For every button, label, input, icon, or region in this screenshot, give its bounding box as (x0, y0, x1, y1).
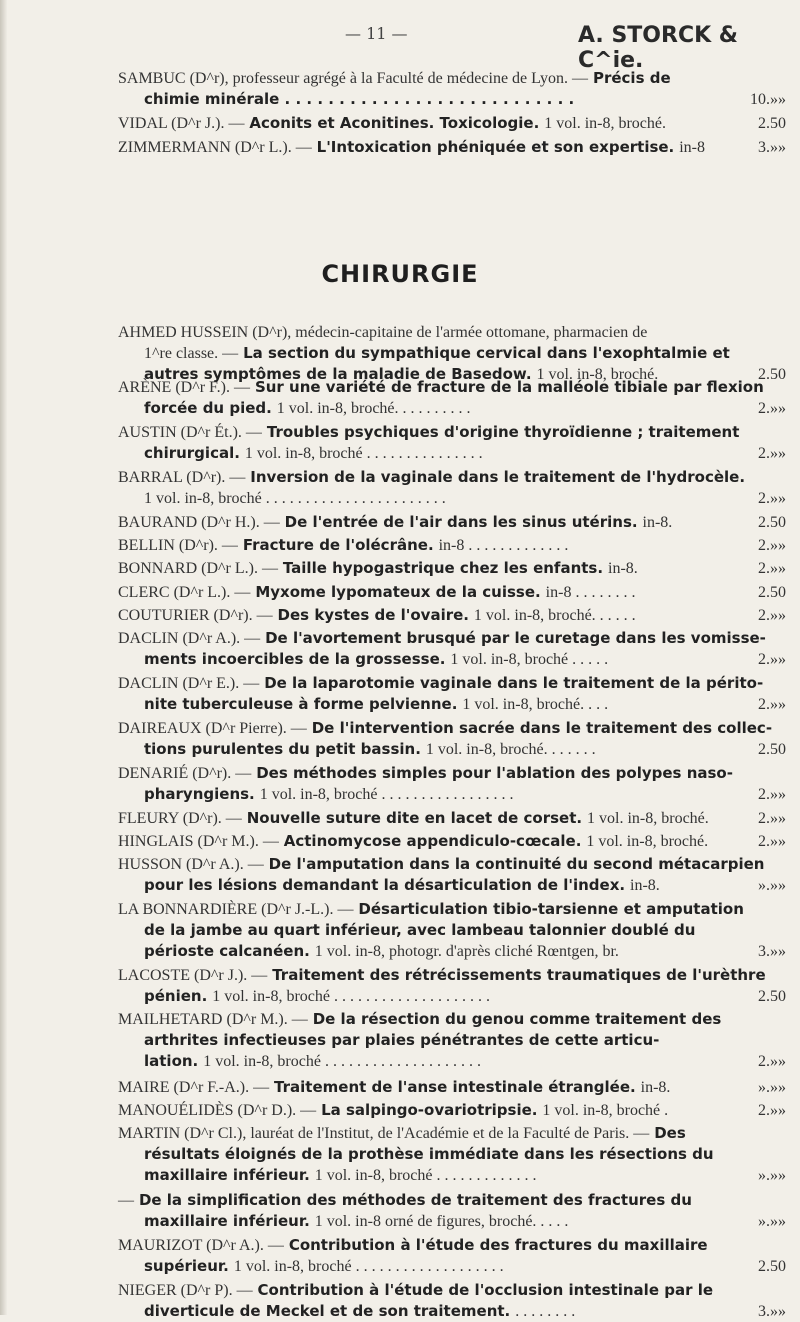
catalog-entry (118, 673, 786, 715)
entry-title: Traitement de l'anse intestinale étranglée. (274, 1078, 636, 1096)
entry-meta: 1 vol. in-8, broché . . . . . . . . . . . . . . . (244, 445, 483, 462)
entry-line (118, 808, 786, 829)
entry-line (118, 831, 786, 852)
catalog-entry (118, 137, 786, 158)
entry-title: pénien. (144, 987, 208, 1005)
entry-meta: 1 vol. in-8, broché. . . . . . . (425, 741, 596, 758)
catalog-entry (118, 854, 786, 896)
entry-author: VIDAL (D^r J.). — (118, 115, 245, 132)
entry-title: de la jambe au quart inférieur, avec lambeau talonnier doublé du (144, 921, 696, 939)
entry-line (118, 1190, 786, 1211)
catalog-entry (118, 831, 786, 852)
entry-title: chirurgical. (144, 444, 240, 462)
entry-meta: 1 vol. in-8, broché . . . . . . . . . . . . . . . . . . . . (203, 1053, 481, 1070)
entry-meta: 1 vol. in-8 orné de figures, broché. . . . . (314, 1213, 569, 1230)
entry-line (118, 763, 786, 784)
entry-meta: in-8. (630, 877, 660, 894)
entry-author: BONNARD (D^r L.). — (118, 560, 278, 577)
catalog-entry (118, 582, 786, 603)
catalog-entry (118, 1235, 786, 1277)
entry-meta: in-8 (679, 139, 705, 156)
entry-title-cont: chimie minérale . . . . . . . . . . . . . . . . . . . . . . . . . . . (144, 90, 575, 108)
entry-title: De la résection du genou comme traitement des (312, 1010, 722, 1028)
entry-title: De l'intervention sacrée dans le traitement des collec- (311, 719, 773, 737)
entry-author: ZIMMERMANN (D^r L.). — (118, 139, 312, 156)
entry-title: Actinomycose appendiculo-cœcale. (283, 832, 582, 850)
catalog-entry (118, 535, 786, 556)
entry-author: AUSTIN (D^r Ét.). — (118, 424, 262, 441)
catalog-entry (118, 512, 786, 533)
catalog-entry (118, 808, 786, 829)
entry-meta: 1 vol. in-8, photogr. d'après cliché Rœntgen, br. (314, 943, 619, 960)
entry-line (118, 718, 786, 739)
entry-title: La section du sympathique cervical dans l'exophtalmie et (243, 344, 730, 362)
entry-meta: 1 vol. in-8, broché . (542, 1102, 669, 1119)
entry-author: DAIREAUX (D^r Pierre). — (118, 720, 307, 737)
entry-meta: . . . . . . . . (515, 1303, 576, 1320)
entry-price: 2.»» (758, 651, 786, 668)
entry-meta: 1 vol. in-8, broché . . . . . (450, 651, 609, 668)
entry-line (118, 137, 786, 158)
page-number: — 11 — (345, 24, 408, 43)
entry-line (118, 965, 786, 986)
entry-price: 2.»» (758, 696, 786, 713)
entry-line (118, 322, 786, 343)
entry-line (118, 1144, 786, 1165)
entry-line (118, 649, 786, 670)
entry-author: DENARIÉ (D^r). — (118, 765, 252, 782)
entry-line (118, 673, 786, 694)
entry-line (118, 1100, 786, 1121)
entry-meta: 1 vol. in-8, broché. . . . . . . . . . (276, 400, 471, 417)
entry-meta: 1 vol. in-8, broché . . . . . . . . . . . . . (314, 1167, 537, 1184)
entry-price: 2.»» (758, 490, 786, 507)
entry-title: ments incoercibles de la grossesse. (144, 650, 446, 668)
catalog-entry (118, 558, 786, 579)
entry-line (118, 605, 786, 626)
entry-author: LA BONNARDIÈRE (D^r J.-L.). — (118, 901, 354, 918)
catalog-entry (118, 628, 786, 670)
entry-author: MANOUÉLIDÈS (D^r D.). — (118, 1102, 317, 1119)
entry-author: MAURIZOT (D^r A.). — (118, 1237, 284, 1254)
entry-meta: 1 vol. in-8, broché. (536, 366, 659, 383)
entry-title: Contribution à l'étude des fractures du maxillaire (288, 1236, 708, 1254)
entry-line (118, 694, 786, 715)
entry-price: 2.50 (758, 366, 786, 383)
entry-title: Taille hypogastrique chez les enfants. (282, 559, 604, 577)
entry-meta: in-8. (640, 1079, 671, 1096)
entry-title: pour les lésions demandant la désarticulation de l'index. (144, 876, 626, 894)
entry-meta: 1 vol. in-8, broché. . . . . . (473, 607, 636, 624)
entry-price: 2.»» (758, 833, 786, 850)
catalog-entry (118, 377, 786, 419)
entry-title: Traitement des rétrécissements traumatiques de l'urèthre (272, 966, 766, 984)
catalog-entry (118, 1100, 786, 1121)
entry-title: forcée du pied. (144, 399, 272, 417)
entry-price: 2.50 (758, 514, 786, 531)
entry-line (118, 1165, 786, 1186)
entry-author: CLERC (D^r L.). — (118, 584, 251, 601)
catalog-entry (118, 1190, 786, 1232)
entry-line (118, 343, 786, 364)
entry-title: supérieur. (144, 1257, 229, 1275)
entry-price: ».»» (758, 1079, 786, 1096)
entry-title: Des méthodes simples pour l'ablation des polypes naso- (256, 764, 733, 782)
entry-author: BARRAL (D^r). — (118, 469, 246, 486)
entry-line (118, 1235, 786, 1256)
entry-line (118, 628, 786, 649)
entry-line (118, 422, 786, 443)
entry-line (118, 488, 786, 509)
entry-line (118, 443, 786, 464)
entry-line (118, 1280, 786, 1301)
catalog-entry (118, 718, 786, 760)
entry-price: 3.»» (758, 139, 786, 156)
entry-author: BELLIN (D^r). — (118, 537, 238, 554)
entry-meta: in-8. (608, 560, 638, 577)
entry-title: Aconits et Aconitines. Toxicologie. (249, 114, 540, 132)
page-spine-shadow (0, 0, 7, 1315)
catalog-entry (118, 763, 786, 805)
entry-title: périoste calcanéen. (144, 942, 310, 960)
entry-title: La salpingo-ovariotripsie. (321, 1101, 538, 1119)
entry-line (118, 467, 786, 488)
entry-author: LACOSTE (D^r J.). — (118, 967, 268, 984)
entry-line (118, 1301, 786, 1322)
entry-title: lation. (144, 1052, 199, 1070)
entry-price: 2.»» (758, 445, 786, 462)
entry-title: De la simplification des méthodes de traitement des fractures du (138, 1191, 692, 1209)
entry-line (118, 854, 786, 875)
entry-line (118, 1051, 786, 1072)
entry-line (118, 1123, 786, 1144)
entry-price: ».»» (758, 877, 786, 894)
entry-price: 2.50 (758, 1258, 786, 1275)
entry-price: 2.»» (758, 607, 786, 624)
entry-line (118, 899, 786, 920)
catalog-entry (118, 605, 786, 626)
entry-author: ARÈNE (D^r F.). — (118, 379, 250, 396)
entry-line (118, 784, 786, 805)
entry-title: Précis de (592, 69, 671, 87)
entry-meta: in-8. (642, 514, 673, 531)
entry-title: diverticule de Meckel et de son traitement. (144, 1302, 511, 1320)
entry-line (118, 1256, 786, 1277)
entry-title: Troubles psychiques d'origine thyroïdienne ; traitement (266, 423, 740, 441)
entry-price: 2.50 (758, 988, 786, 1005)
entry-line (118, 89, 786, 110)
entry-price: 3.»» (758, 1303, 786, 1320)
entry-line (118, 68, 786, 89)
entry-line (118, 113, 786, 134)
catalog-entry (118, 467, 786, 509)
entry-title: De l'entrée de l'air dans les sinus utérins. (284, 513, 638, 531)
entry-title: Contribution à l'étude de l'occlusion intestinale par le (257, 1281, 714, 1299)
entry-title: Fracture de l'olécrâne. (242, 536, 434, 554)
entry-author: SAMBUC (D^r), professeur agrégé à la Faculté de médecine de Lyon. — (118, 70, 589, 87)
entry-author: DACLIN (D^r A.). — (118, 630, 261, 647)
publisher-name: A. STORCK & C^ie. (578, 23, 738, 73)
entry-title: arthrites infectieuses par plaies pénétrantes de cette articu- (144, 1031, 660, 1049)
entry-title: Des (654, 1124, 686, 1142)
section-title: CHIRURGIE (321, 260, 479, 288)
entry-title: Sur une variété de fracture de la malléole tibiale par flexion (254, 378, 764, 396)
entry-price: 2.50 (758, 115, 786, 132)
entry-author: COUTURIER (D^r). — (118, 607, 273, 624)
entry-title: Myxome lypomateux de la cuisse. (255, 583, 541, 601)
entry-line (118, 941, 786, 962)
entry-meta: in-8 . . . . . . . . . . . . . (438, 537, 569, 554)
entry-title: tions purulentes du petit bassin. (144, 740, 421, 758)
entry-author: MARTIN (D^r Cl.), lauréat de l'Institut, de l'Académie et de la Faculté de Paris. — (118, 1125, 650, 1142)
entry-line (118, 377, 786, 398)
entry-line (118, 558, 786, 579)
entry-price: ».»» (758, 1167, 786, 1184)
entry-price: 3.»» (758, 943, 786, 960)
catalog-entry (118, 1123, 786, 1186)
entry-price: 2.»» (758, 1053, 786, 1070)
entry-title: résultats éloignés de la prothèse immédiate dans les résections du (144, 1145, 714, 1163)
entry-price: 2.»» (758, 786, 786, 803)
entry-line (118, 739, 786, 760)
catalog-entry (118, 1009, 786, 1072)
entry-line (118, 875, 786, 896)
entry-author: 1^re classe. — (144, 345, 239, 362)
entry-price: 2.50 (758, 741, 786, 758)
entry-meta: 1 vol. in-8, broché. (544, 115, 666, 132)
catalog-entry (118, 1077, 786, 1098)
entry-author: DACLIN (D^r E.). — (118, 675, 260, 692)
entry-line (118, 398, 786, 419)
entry-title: L'Intoxication phéniquée et son expertise. (316, 138, 675, 156)
entry-price: 2.»» (758, 1102, 786, 1119)
catalog-entry (118, 322, 786, 385)
entry-title: maxillaire inférieur. (144, 1212, 310, 1230)
entry-price: 2.»» (758, 400, 786, 417)
entry-line (118, 1009, 786, 1030)
running-head (0, 10, 800, 73)
entry-line (118, 920, 786, 941)
entry-title: De l'avortement brusqué par le curetage dans les vomisse- (265, 629, 766, 647)
entry-price: 2.50 (758, 584, 786, 601)
entry-title: De l'amputation dans la continuité du second métacarpien (268, 855, 765, 873)
entry-price: ».»» (758, 1213, 786, 1230)
catalog-entry (118, 113, 786, 134)
entry-title: Des kystes de l'ovaire. (277, 606, 469, 624)
entry-line (118, 986, 786, 1007)
entry-meta: 1 vol. in-8, broché . . . . . . . . . . . . . . . . . (259, 786, 514, 803)
entry-title: nite tuberculeuse à forme pelvienne. (144, 695, 458, 713)
entry-meta: 1 vol. in-8, broché . . . . . . . . . . . . . . . . . . . . . . . (144, 490, 446, 507)
entry-meta: 1 vol. in-8, broché. . . . (462, 696, 609, 713)
entry-title: pharyngiens. (144, 785, 255, 803)
entry-line (118, 582, 786, 603)
entry-author: HINGLAIS (D^r M.). — (118, 833, 279, 850)
entry-author: HUSSON (D^r A.). — (118, 856, 264, 873)
entry-meta: 1 vol. in-8, broché. (587, 810, 709, 827)
entry-title: Inversion de la vaginale dans le traitement de l'hydrocèle. (250, 468, 746, 486)
entry-price: 10.»» (750, 91, 786, 108)
entry-line (118, 512, 786, 533)
entry-author: AHMED HUSSEIN (D^r), médecin-capitaine de l'armée ottomane, pharmacien de (118, 324, 648, 341)
entry-meta: 1 vol. in-8, broché. (586, 833, 709, 850)
entry-price: 2.»» (758, 810, 786, 827)
entry-title: Désarticulation tibio-tarsienne et amputation (358, 900, 744, 918)
catalog-entry (118, 422, 786, 464)
entry-author: MAILHETARD (D^r M.). — (118, 1011, 308, 1028)
entry-author: BAURAND (D^r H.). — (118, 514, 280, 531)
entry-meta: 1 vol. in-8, broché . . . . . . . . . . . . . . . . . . . (233, 1258, 504, 1275)
entry-line (118, 1077, 786, 1098)
entry-meta: in-8 . . . . . . . . (545, 584, 636, 601)
entry-author: — (118, 1192, 134, 1209)
catalog-entry (118, 1280, 786, 1322)
entry-title: Nouvelle suture dite en lacet de corset. (246, 809, 583, 827)
entry-price: 2.»» (758, 537, 786, 554)
entry-title: maxillaire inférieur. (144, 1166, 310, 1184)
catalog-entry (118, 899, 786, 962)
entry-meta: 1 vol. in-8, broché . . . . . . . . . . . . . . . . . . . . (212, 988, 490, 1005)
catalog-entry (118, 68, 786, 110)
entry-title: De la laparotomie vaginale dans le traitement de la périto- (264, 674, 764, 692)
entry-line (118, 535, 786, 556)
entry-author: NIEGER (D^r P). — (118, 1282, 253, 1299)
entry-author: MAIRE (D^r F.-A.). — (118, 1079, 270, 1096)
entry-line (118, 1211, 786, 1232)
entry-title: autres symptômes de la maladie de Basedow. (144, 365, 532, 383)
catalog-entry (118, 965, 786, 1007)
entry-price: 2.»» (758, 560, 786, 577)
entry-author: FLEURY (D^r). — (118, 810, 242, 827)
entry-line (118, 1030, 786, 1051)
